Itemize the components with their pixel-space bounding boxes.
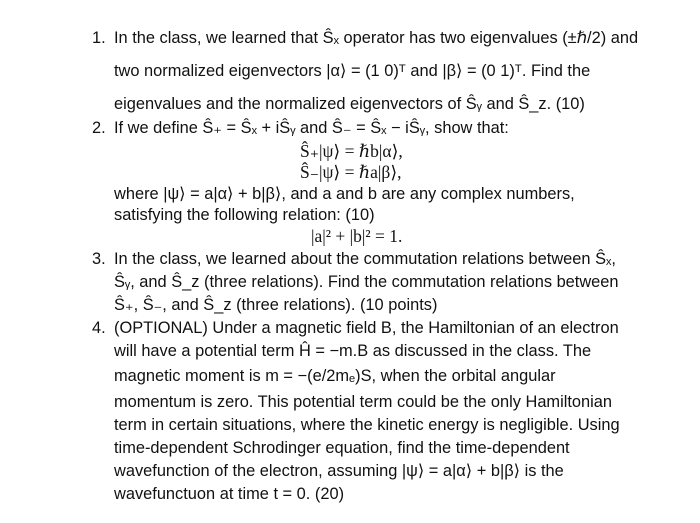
problem-3-line-2: Ŝᵧ, and Ŝ_z (three relations). Find the commutation relations between <box>114 273 619 291</box>
problem-4-line-6: time-dependent Schrodinger equation, find the time-dependent <box>114 439 570 457</box>
problem-3-number: 3. <box>92 250 106 268</box>
problem-4-line-1: 4. (OPTIONAL) Under a magnetic field B, the Hamiltonian of an electron <box>92 319 619 337</box>
problem-4-line-5: term in certain situations, where the kinetic energy is negligible. Using <box>114 416 620 434</box>
problem-4-number: 4. <box>92 319 106 337</box>
problem-2-equation-2: Ŝ₋|ψ⟩ = ℏa|β⟩, <box>300 162 402 182</box>
problem-3-line-1: 3. In the class, we learned about the commutation relations between Ŝₓ, <box>92 250 616 268</box>
problem-1-line-1: 1. In the class, we learned that Ŝₓ operator has two eigenvalues (±ℏ/2) and <box>92 29 639 47</box>
problem-4-line-8: wavefunctuon at time t = 0. (20) <box>114 485 345 503</box>
problem-2-line-3: satisfying the following relation: (10) <box>114 206 375 224</box>
problem-1-number: 1. <box>92 29 106 47</box>
problem-2-line-2: where |ψ⟩ = a|α⟩ + b|β⟩, and a and b are any complex numbers, <box>114 185 575 203</box>
problem-2-equation-3: |a|² + |b|² = 1. <box>311 226 403 246</box>
problem-4-line-4: momentum is zero. This potential term could be the only Hamiltonian <box>114 393 613 411</box>
problem-2-equation-1: Ŝ₊|ψ⟩ = ℏb|α⟩, <box>300 141 403 161</box>
problem-1-line-3: eigenvalues and the normalized eigenvectors of Ŝᵧ and Ŝ_z. (10) <box>114 95 585 113</box>
problem-2-number: 2. <box>92 119 106 137</box>
problem-4-line-2: will have a potential term Ĥ = −m.B as discussed in the class. The <box>114 342 592 360</box>
problem-1-line-2: two normalized eigenvectors |α⟩ = (1 0)ᵀ and |β⟩ = (0 1)ᵀ. Find the <box>114 62 591 80</box>
problem-4-line-7: wavefunction of the electron, assuming |ψ⟩ = a|α⟩ + b|β⟩ is the <box>114 462 564 480</box>
problem-3-line-3: Ŝ₊, Ŝ₋, and Ŝ_z (three relations). (10 points) <box>114 296 438 314</box>
problem-2-line-1: 2. If we define Ŝ₊ = Ŝₓ + iŜᵧ and Ŝ₋ = Ŝₓ − iŜᵧ, show that: <box>92 119 509 137</box>
problem-4-line-3: magnetic moment is m = −(e/2mₑ)S, when the orbital angular <box>114 367 556 385</box>
